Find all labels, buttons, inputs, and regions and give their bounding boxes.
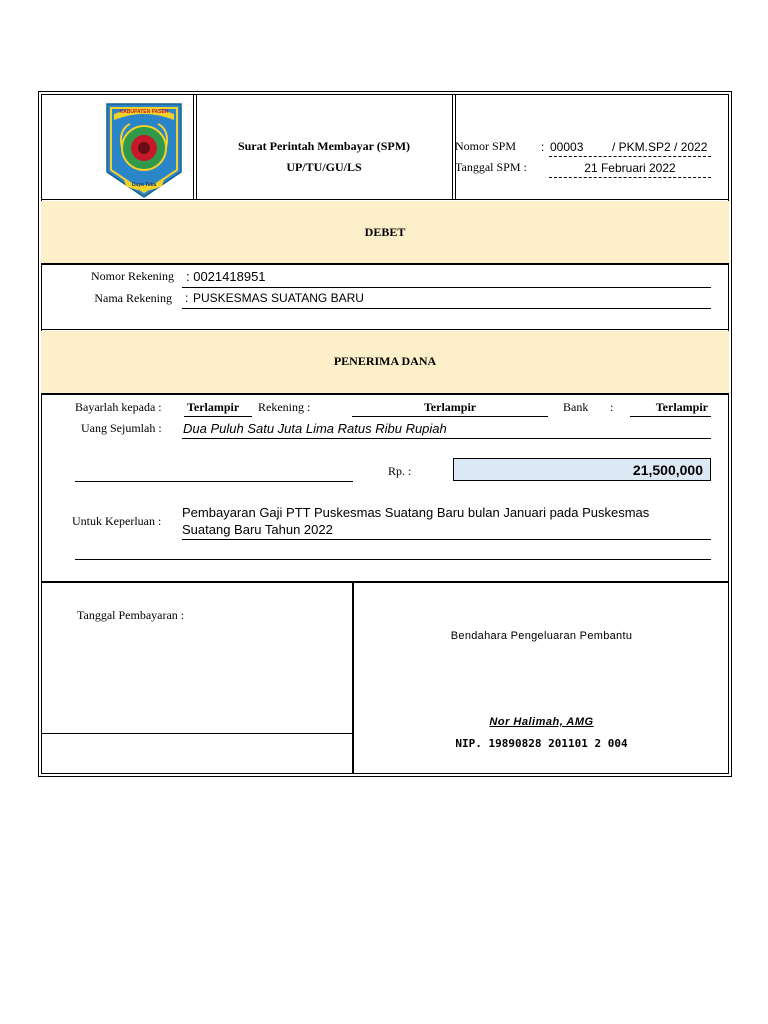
amount-value: 21,500,000 [632,462,703,478]
bendahara-title: Bendahara Pengeluaran Pembantu [450,630,633,642]
tanggal-pembayaran-label: Tanggal Pembayaran : [77,608,185,622]
rekening-underline [352,416,548,417]
nomor-spm-label: Nomor SPM [455,139,517,153]
nomor-spm-value: 00003 [550,140,584,154]
penerima-bottom-border [41,393,729,395]
uang-sejumlah-value: Dua Puluh Satu Juta Lima Ratus Ribu Rupiah [183,421,447,436]
keperluan-underline-1 [182,539,711,540]
bayarlah-underline [184,416,252,417]
nomor-rekening-label: Nomor Rekening [91,269,174,283]
nomor-rekening-value: : 0021418951 [186,269,266,284]
keperluan-line-2: Suatang Baru Tahun 2022 [182,522,333,537]
rekening-label: Rekening : [258,400,311,414]
bank-label: Bank [563,400,589,414]
bendahara-name-text: Nor Halimah, AMG [489,716,594,728]
bendahara-nip: NIP. 19890828 201101 2 004 [455,737,628,750]
nama-rekening-label: Nama Rekening [94,291,172,305]
keperluan-line-1: Pembayaran Gaji PTT Puskesmas Suatang Baru bulan Januari pada Puskesmas [182,505,650,520]
nomor-rekening-underline [182,287,711,288]
bank-value: Terlampir [655,400,708,414]
debet-heading: DEBET [364,225,406,239]
amount-box [453,458,711,481]
tanggal-spm-label: Tanggal SPM : [455,160,527,174]
keperluan-underline-2 [75,559,711,560]
untuk-keperluan-label: Untuk Keperluan : [72,514,162,528]
rp-label: Rp. : [388,464,412,478]
logo-text-bottom: Daya Taka [131,182,157,188]
bayarlah-label: Bayarlah kepada : [75,400,162,414]
logo-kabupaten-paser [104,100,184,200]
bendahara-name [354,716,729,729]
debet-bottom-border [41,263,729,265]
penerima-heading: PENERIMA DANA [333,354,437,368]
header-divider-right [452,94,453,200]
debet-top-border [41,199,729,200]
nomor-spm-dashline [549,156,711,157]
nama-rekening-colon: : [185,291,189,305]
form-subtitle: UP/TU/GU/LS [286,160,362,174]
amount-left-underline [75,481,353,482]
tanggal-spm-value: 21 Februari 2022 [584,161,676,175]
uang-sejumlah-underline [182,438,711,439]
bank-colon: : [610,400,614,414]
nomor-spm-suffix: / PKM.SP2 / 2022 [612,140,708,154]
penerima-top-border [41,329,729,330]
form-title: Surat Perintah Membayar (SPM) [237,139,411,153]
rekening-value: Terlampir [423,400,477,414]
footer-top-border [41,581,729,583]
nomor-spm-colon: : [541,140,545,154]
bank-underline [630,416,711,417]
nama-rekening-value: PUSKESMAS SUATANG BARU [193,291,364,305]
footer-left-divider [41,733,352,734]
logo-text-top: KABUPATEN PASER [119,109,169,115]
tanggal-spm-dashline [549,177,711,178]
uang-sejumlah-label: Uang Sejumlah : [81,421,162,435]
bayarlah-value: Terlampir [187,400,240,414]
header-divider-left [193,94,194,200]
nama-rekening-underline [182,308,711,309]
